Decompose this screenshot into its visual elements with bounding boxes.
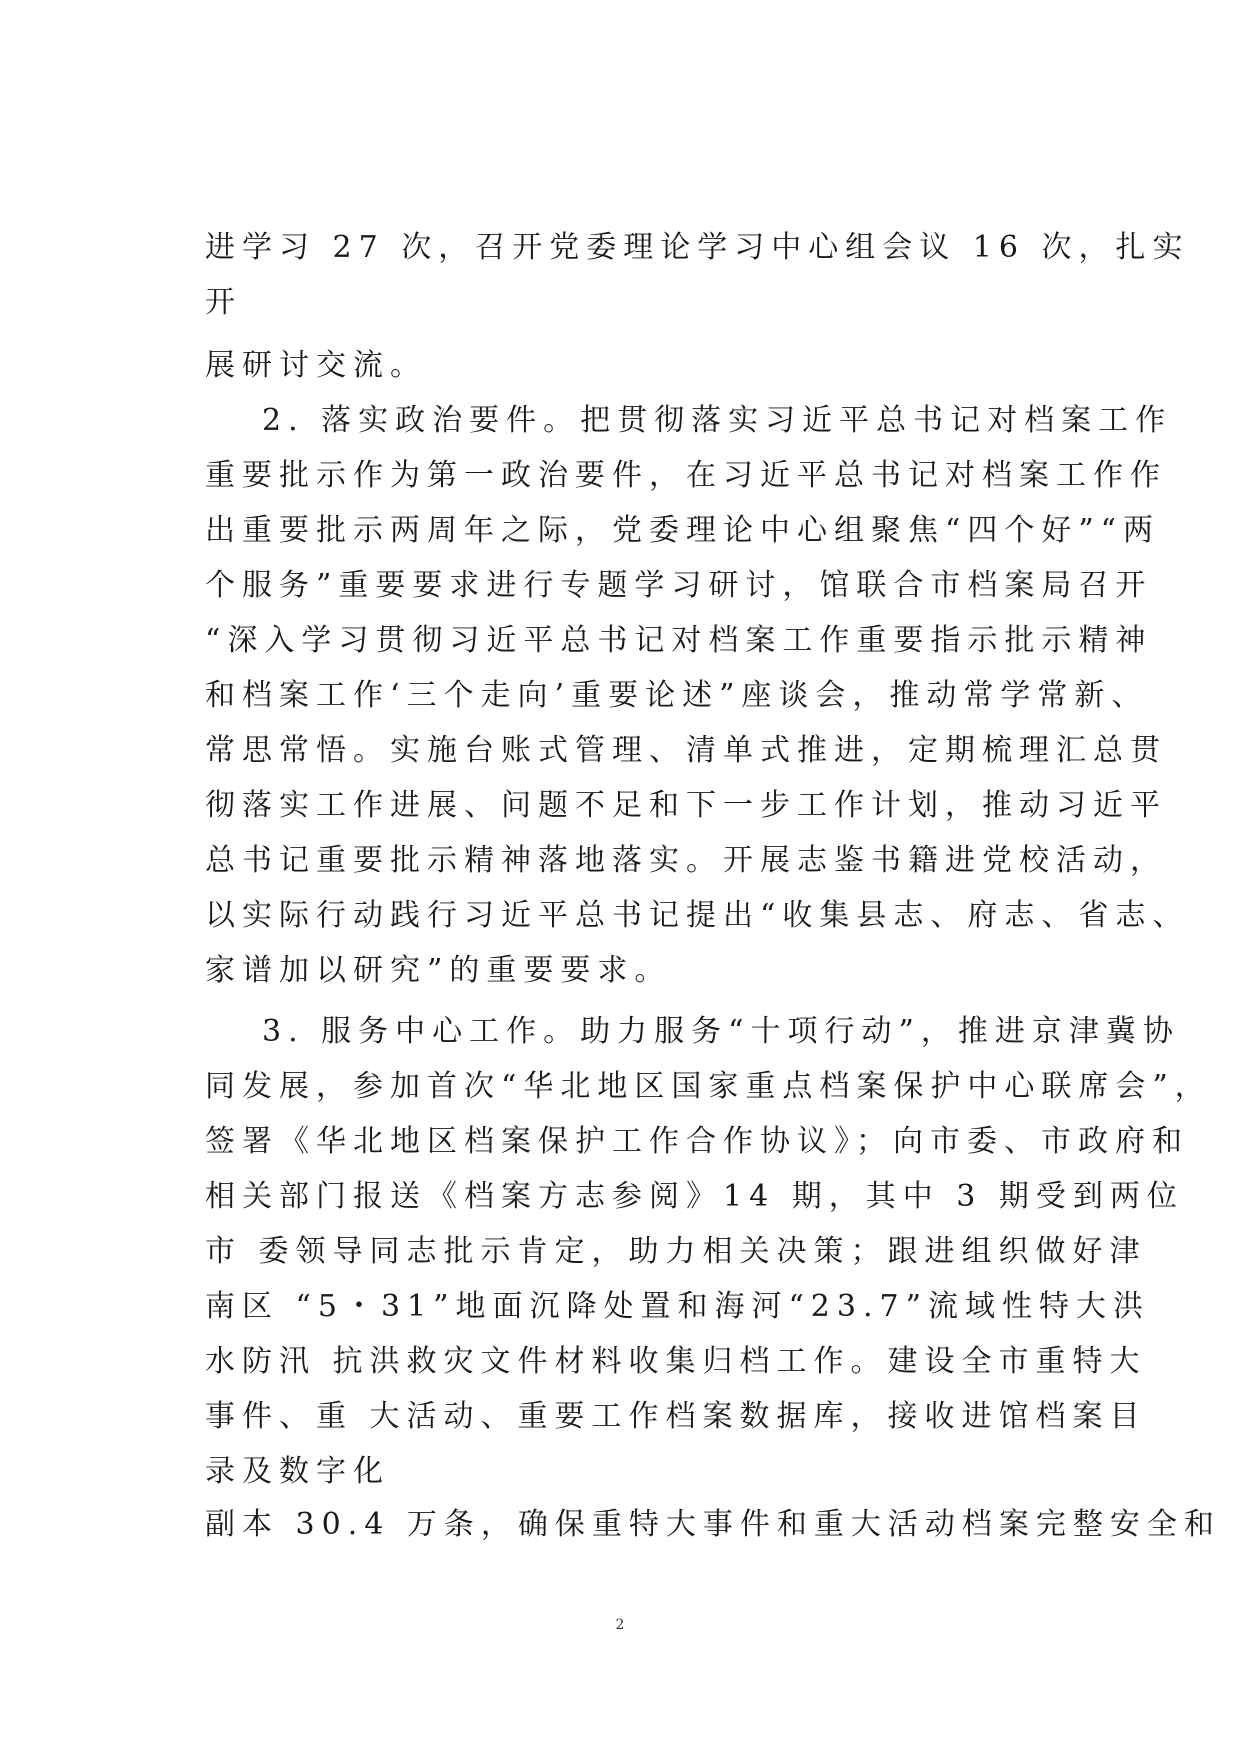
text-line: 2. 落实政治要件。把贯彻落实习近平总书记对档案工作	[262, 403, 1173, 438]
text-line: 个服务”重要要求进行专题学习研讨，馆联合市档案局召开	[205, 568, 1153, 603]
text-line: 重要批示作为第一政治要件，在习近平总书记对档案工作作	[205, 458, 1167, 493]
text-line: 开	[205, 285, 242, 320]
text-line: 事件、重 大活动、重要工作档案数据库，接收进馆档案目	[205, 1399, 1147, 1434]
text-line: 南区 “5・31”地面沉降处置和海河“23.7”流域性特大洪	[205, 1289, 1150, 1324]
text-line: 常思常悟。实施台账式管理、清单式推进，定期梳理汇总贯	[205, 733, 1167, 768]
text-line: 3. 服务中心工作。助力服务“十项行动”，推进京津冀协	[262, 1014, 1180, 1049]
text-line: 出重要批示两周年之际，党委理论中心组聚焦“四个好”“两	[205, 513, 1161, 548]
text-line: 录及数字化	[205, 1454, 390, 1489]
text-line: 同发展，参加首次“华北地区国家重点档案保护中心联席会”，	[205, 1069, 1212, 1104]
text-line: 市 委领导同志批示肯定，助力相关决策；跟进组织做好津	[205, 1234, 1147, 1269]
text-line: 彻落实工作进展、问题不足和下一步工作计划，推动习近平	[205, 788, 1167, 823]
text-line: 以实际行动践行习近平总书记提出“收集县志、府志、省志、	[205, 898, 1190, 933]
text-line: 进学习 27 次，召开党委理论学习中心组会议 16 次，扎实	[205, 230, 1190, 265]
text-line: 相关部门报送《档案方志参阅》14 期，其中 3 期受到两位	[205, 1179, 1184, 1214]
text-line: 和档案工作‘三个走向’重要论述”座谈会，推动常学常新、	[205, 678, 1149, 713]
text-line: 家谱加以研究”的重要要求。	[205, 953, 672, 988]
text-line: 签署《华北地区档案保护工作合作协议》；向市委、市政府和	[205, 1124, 1189, 1159]
page-number: 2	[615, 1617, 625, 1633]
text-line: 水防汛 抗洪救灾文件材料收集归档工作。建设全市重特大	[205, 1344, 1147, 1379]
text-line: 展研讨交流。	[205, 348, 427, 383]
text-line: “深入学习贯彻习近平总书记对档案工作重要指示批示精神	[205, 623, 1153, 658]
text-line: 副本 30.4 万条，确保重特大事件和重大活动档案完整安全和	[205, 1507, 1221, 1542]
text-line: 总书记重要批示精神落地落实。开展志鉴书籍进党校活动，	[205, 843, 1167, 878]
